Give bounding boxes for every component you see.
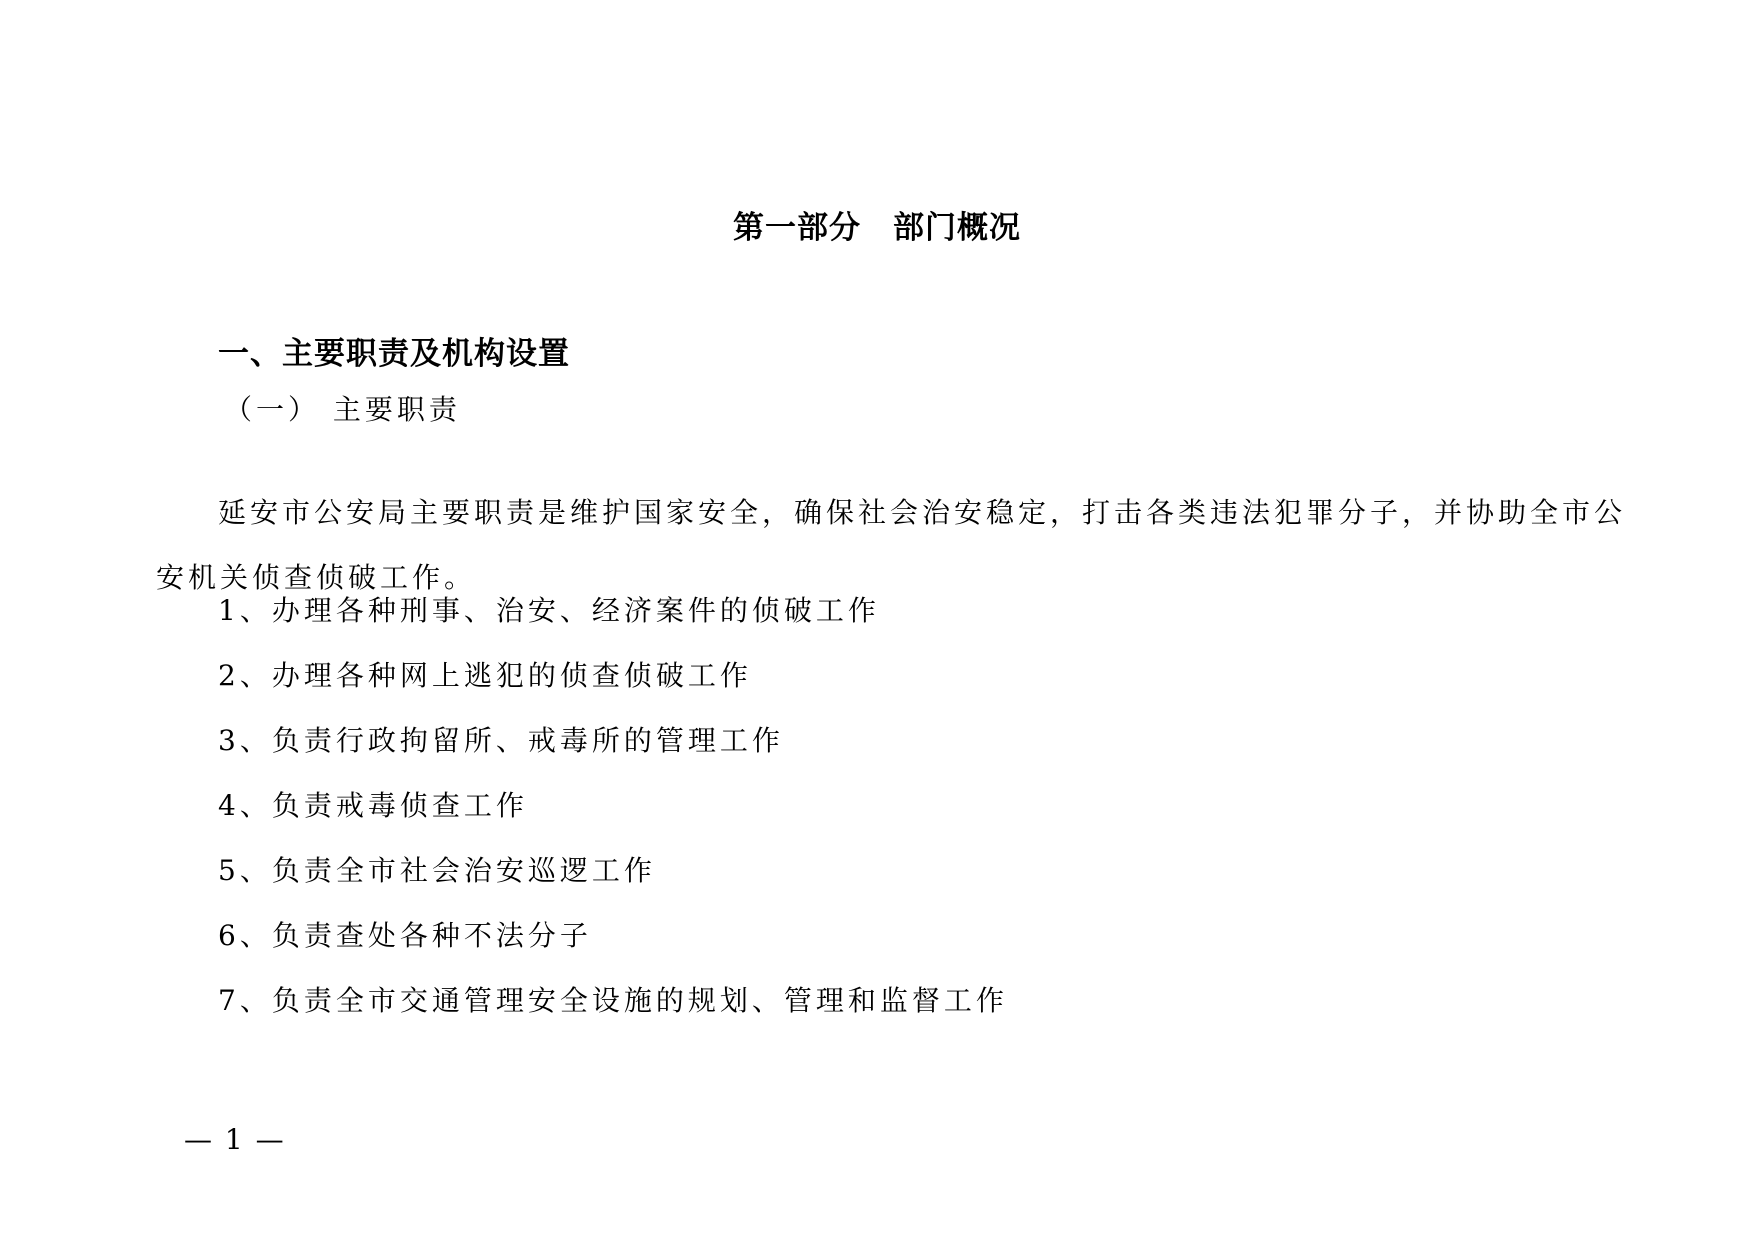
- duty-item: 1、办理各种刑事、治安、经济案件的侦破工作: [218, 594, 880, 627]
- duty-item: 4、负责戒毒侦查工作: [218, 789, 528, 822]
- duty-item: 3、负责行政拘留所、戒毒所的管理工作: [218, 724, 784, 757]
- page-number: — 1 —: [184, 1123, 286, 1156]
- duty-item: 7、负责全市交通管理安全设施的规划、管理和监督工作: [218, 984, 1008, 1017]
- duty-item: 6、负责查处各种不法分子: [218, 919, 592, 952]
- intro-paragraph: 延安市公安局主要职责是维护国家安全，确保社会治安稳定，打击各类违法犯罪分子，并协助全市公安机关侦查侦破工作。: [156, 496, 1627, 594]
- section-heading: 一、主要职责及机构设置: [218, 336, 570, 372]
- duty-item: 2、办理各种网上逃犯的侦查侦破工作: [218, 659, 752, 692]
- duty-item: 5、负责全市社会治安巡逻工作: [218, 854, 656, 887]
- duties-list: [218, 578, 1008, 1033]
- part-title: 第一部分 部门概况: [733, 210, 1021, 246]
- sub-heading: （一） 主要职责: [224, 393, 461, 426]
